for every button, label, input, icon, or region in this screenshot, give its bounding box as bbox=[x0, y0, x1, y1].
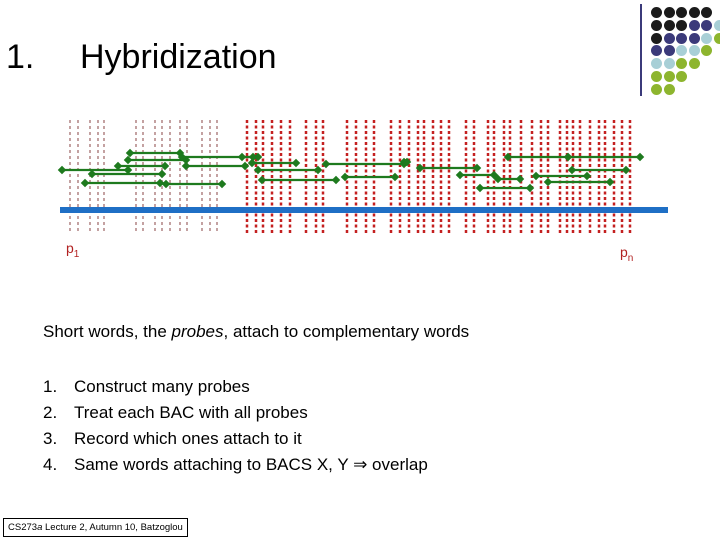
bac-clone-end bbox=[568, 166, 576, 174]
decorative-dot bbox=[714, 33, 720, 44]
step-item bbox=[43, 452, 428, 478]
header-divider bbox=[640, 4, 642, 96]
decorative-dot bbox=[664, 33, 675, 44]
step-text: Treat each BAC with all probes bbox=[74, 403, 308, 422]
decorative-dot bbox=[676, 33, 687, 44]
bac-clone-end bbox=[622, 166, 630, 174]
step-item bbox=[43, 374, 428, 400]
decorative-dot bbox=[689, 45, 700, 56]
hybridization-diagram bbox=[0, 110, 720, 270]
bac-clone-end bbox=[606, 178, 614, 186]
decorative-dot bbox=[664, 84, 675, 95]
decorative-dot bbox=[689, 20, 700, 31]
bac-clone-end bbox=[314, 166, 322, 174]
steps-list bbox=[43, 374, 428, 478]
decorative-dot bbox=[676, 71, 687, 82]
decorative-dot bbox=[651, 84, 662, 95]
decorative-dot bbox=[701, 45, 712, 56]
decorative-dot bbox=[664, 71, 675, 82]
bac-clone-end bbox=[124, 156, 132, 164]
decorative-dot bbox=[664, 58, 675, 69]
decorative-dot bbox=[701, 20, 712, 31]
decorative-dot bbox=[676, 45, 687, 56]
intro-text: Short words, the probes, attach to complementary words bbox=[43, 322, 470, 341]
step-text: Record which ones attach to it bbox=[74, 429, 302, 448]
bac-clone-end bbox=[258, 176, 266, 184]
probe-label-first: $p_1$ bbox=[66, 240, 80, 260]
probe-label-last: $p_n$ bbox=[620, 244, 634, 264]
step-item bbox=[43, 426, 428, 452]
bac-clone-end bbox=[126, 149, 134, 157]
decorative-dot bbox=[651, 33, 662, 44]
decorative-dot bbox=[651, 20, 662, 31]
bac-clone-end bbox=[456, 171, 464, 179]
decorative-dot bbox=[664, 45, 675, 56]
decorative-dot bbox=[701, 7, 712, 18]
bac-clone-end bbox=[292, 159, 300, 167]
bac-clone-end bbox=[583, 172, 591, 180]
decorative-dot bbox=[651, 45, 662, 56]
step-number: 1. bbox=[43, 377, 58, 396]
decorative-dot bbox=[689, 58, 700, 69]
bac-clone-end bbox=[254, 166, 262, 174]
decorative-dot bbox=[689, 33, 700, 44]
decorative-dot-grid bbox=[648, 4, 720, 104]
decorative-dot bbox=[651, 71, 662, 82]
decorative-dot bbox=[651, 7, 662, 18]
bac-clone-end bbox=[162, 180, 170, 188]
decorative-dot bbox=[701, 33, 712, 44]
decorative-dot bbox=[664, 20, 675, 31]
step-text: Construct many probes bbox=[74, 377, 250, 396]
footer-citation: CS273a Lecture 2, Autumn 10, Batzoglou bbox=[3, 518, 188, 537]
step-number: 4. bbox=[43, 455, 58, 474]
decorative-dot bbox=[714, 20, 720, 31]
slide-title: Hybridization bbox=[80, 38, 277, 76]
bac-clone-end bbox=[526, 184, 534, 192]
bac-clone-end bbox=[332, 176, 340, 184]
step-number: 2. bbox=[43, 403, 58, 422]
bac-clone-end bbox=[636, 153, 644, 161]
bac-clone-end bbox=[341, 173, 349, 181]
bac-clone-end bbox=[81, 179, 89, 187]
bac-clone-end bbox=[391, 173, 399, 181]
step-number: 3. bbox=[43, 429, 58, 448]
bac-clone-end bbox=[564, 153, 572, 161]
decorative-dot bbox=[676, 20, 687, 31]
bac-clone-end bbox=[218, 180, 226, 188]
bac-clone-end bbox=[58, 166, 66, 174]
step-text: Same words attaching to BACS X, Y ⇒ overlap bbox=[74, 455, 428, 474]
bac-clone-end bbox=[182, 162, 190, 170]
decorative-dot bbox=[664, 7, 675, 18]
bac-clone-end bbox=[516, 175, 524, 183]
decorative-dot bbox=[689, 7, 700, 18]
bac-clone-end bbox=[158, 170, 166, 178]
step-item bbox=[43, 400, 428, 426]
decorative-dot bbox=[651, 58, 662, 69]
bac-clone-end bbox=[544, 178, 552, 186]
bac-clone-end bbox=[238, 153, 246, 161]
slide-number: 1. bbox=[6, 38, 35, 76]
bac-clone-end bbox=[532, 172, 540, 180]
decorative-dot bbox=[676, 7, 687, 18]
decorative-dot bbox=[676, 58, 687, 69]
bac-clone-end bbox=[476, 184, 484, 192]
